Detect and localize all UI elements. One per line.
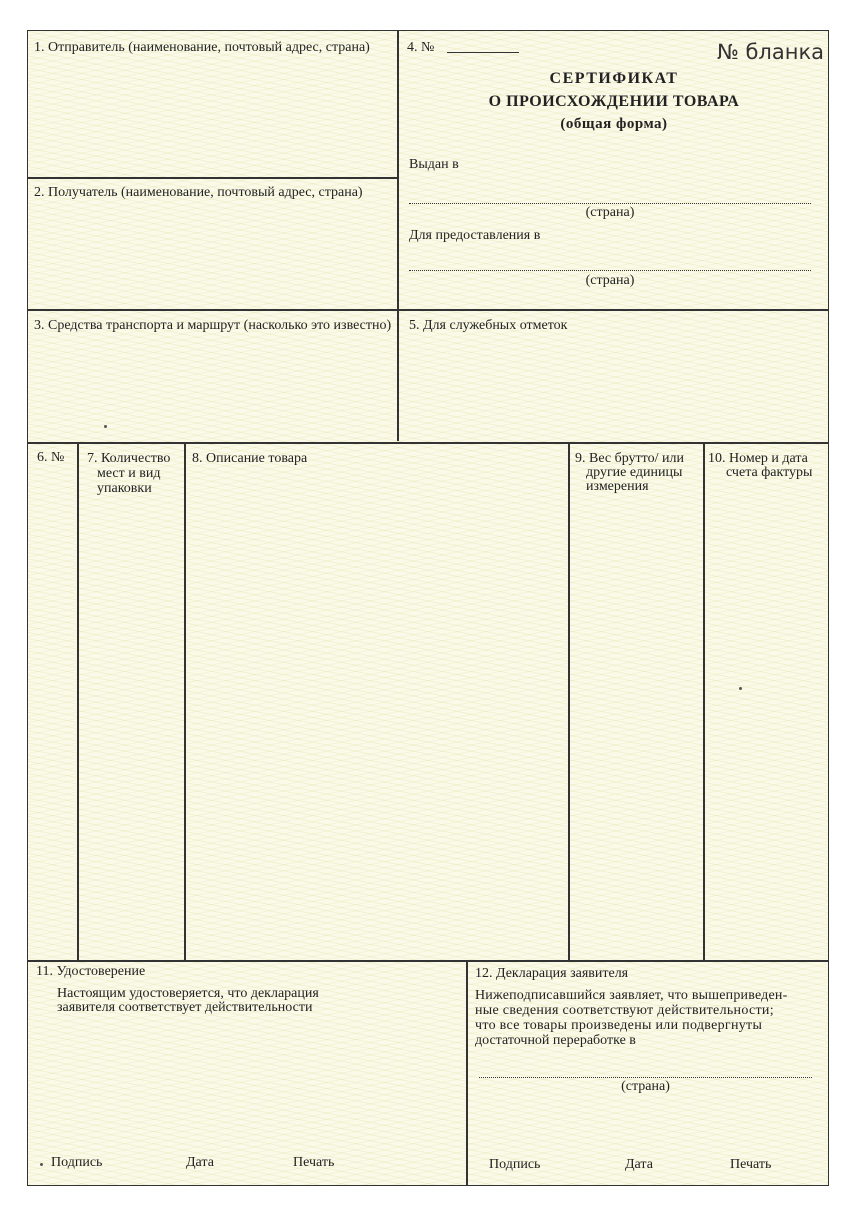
divider-table-footer xyxy=(27,960,829,962)
certification-text-line2: заявителя соответствует действительности xyxy=(57,1000,313,1015)
certification-text-line1: Настоящим удостоверяется, что декларация xyxy=(57,986,319,1001)
certification-signature-label: Подпись xyxy=(51,1155,103,1170)
presentation-country-field[interactable] xyxy=(409,270,811,271)
scan-speck xyxy=(40,1163,43,1166)
declaration-label: 12. Декларация заявителя xyxy=(475,966,629,981)
divider-row2-row3 xyxy=(27,309,829,311)
divider-box1-box2 xyxy=(27,177,398,179)
divider-col8-col9 xyxy=(568,442,570,960)
declaration-seal-label: Печать xyxy=(730,1157,772,1172)
declaration-signature-label: Подпись xyxy=(489,1157,541,1172)
issued-in-label: Выдан в xyxy=(409,157,459,172)
column-9-header-line2: другие единицы xyxy=(586,465,683,480)
column-8-header: 8. Описание товара xyxy=(192,451,308,466)
divider-col7-col8 xyxy=(184,442,186,960)
declaration-date-label: Дата xyxy=(625,1157,653,1172)
declaration-country-field[interactable] xyxy=(479,1077,812,1078)
declaration-text-line2: ные сведения соответствуют действительности; xyxy=(475,1003,774,1018)
scan-speck xyxy=(739,687,742,690)
certificate-number-field[interactable] xyxy=(447,52,519,53)
declaration-country-caption: (страна) xyxy=(621,1079,670,1094)
certificate-number-label: 4. № xyxy=(407,40,435,55)
issued-country-field[interactable] xyxy=(409,203,811,204)
divider-col9-col10 xyxy=(703,442,705,960)
for-presentation-label: Для предоставления в xyxy=(409,228,541,243)
certificate-subtitle: О ПРОИСХОЖДЕНИИ ТОВАРА xyxy=(488,93,740,110)
column-7-header-line3: упаковки xyxy=(97,481,152,496)
declaration-text-line4: достаточной переработке в xyxy=(475,1033,636,1048)
divider-col6-col7 xyxy=(77,442,79,960)
column-9-header-line1: 9. Вес брутто/ или xyxy=(575,451,684,466)
presentation-country-caption: (страна) xyxy=(585,273,635,288)
divider-top-middle xyxy=(397,30,399,441)
official-notes-label: 5. Для служебных отметок xyxy=(409,318,568,333)
column-10-header-line2: счета фактуры xyxy=(726,465,813,480)
divider-box11-box12 xyxy=(466,960,468,1186)
recipient-box-label: 2. Получатель (наименование, почтовый адрес, страна) xyxy=(34,185,363,200)
column-6-header: 6. № xyxy=(37,450,65,465)
column-7-header-line1: 7. Количество xyxy=(87,451,171,466)
sender-box-label: 1. Отправитель (наименование, почтовый адрес, страна) xyxy=(34,40,370,55)
declaration-text-line3: что все товары произведены или подвергнуты xyxy=(475,1018,763,1033)
divider-header-table xyxy=(27,442,829,444)
certificate-form-type: (общая форма) xyxy=(560,116,668,132)
certification-seal-label: Печать xyxy=(293,1155,335,1170)
transport-box-label: 3. Средства транспорта и маршрут (насколько это известно) xyxy=(34,318,392,333)
declaration-text-line1: Нижеподписавшийся заявляет, что вышеприведен- xyxy=(475,988,788,1003)
blank-number-label: № бланка xyxy=(716,40,824,64)
column-9-header-line3: измерения xyxy=(586,479,649,494)
scan-speck xyxy=(104,425,107,428)
column-7-header-line2: мест и вид xyxy=(97,466,161,481)
column-10-header-line1: 10. Номер и дата xyxy=(708,451,808,466)
certification-date-label: Дата xyxy=(186,1155,214,1170)
issued-country-caption: (страна) xyxy=(585,205,635,220)
certification-label: 11. Удостоверение xyxy=(36,964,146,979)
certificate-title: СЕРТИФИКАТ xyxy=(549,70,679,87)
